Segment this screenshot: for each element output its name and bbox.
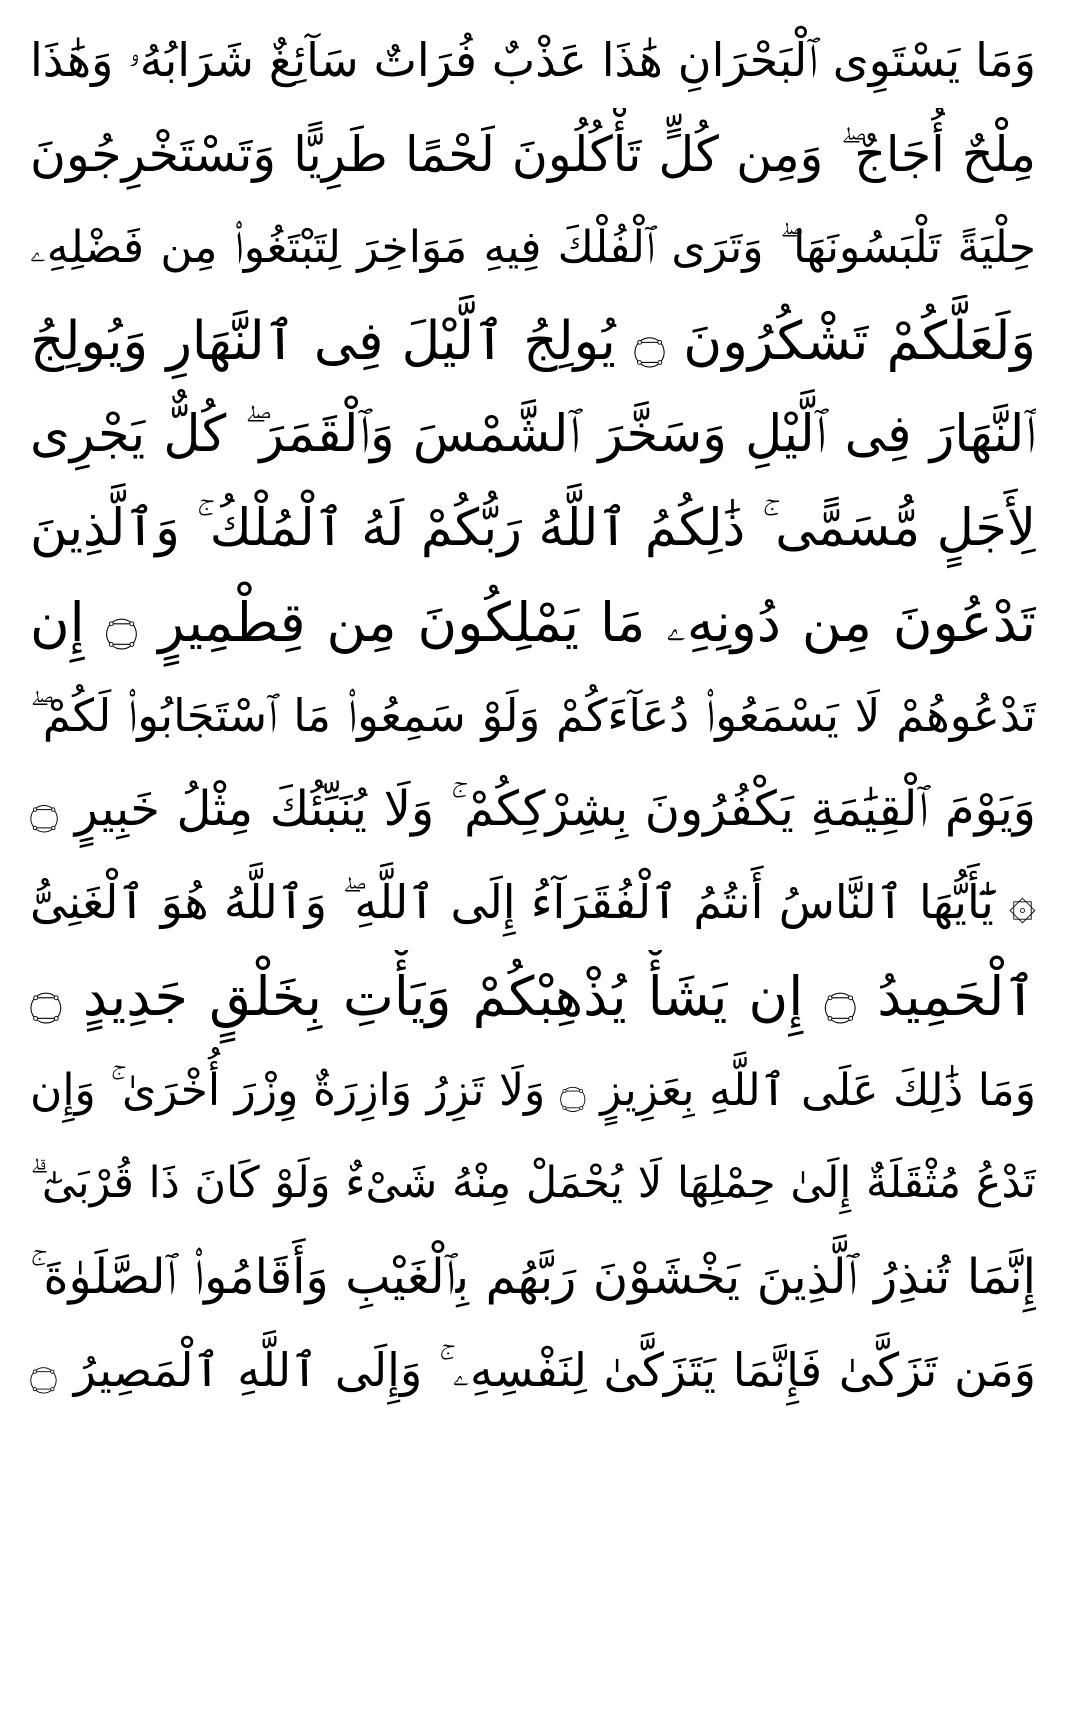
text-line: وَمَا يَسْتَوِى ٱلْبَحْرَانِ هَٰذَا عَذْبٌ فُرَاتٌ سَآئِغٌ شَرَابُهُۥ وَهَٰذَا	[30, 33, 1036, 87]
text-line: مِلْحٌ أُجَاجٌ ۖ وَمِن كُلٍّ تَأْكُلُونَ لَحْمًا طَرِيًّا وَتَسْتَخْرِجُونَ	[30, 125, 1036, 183]
text-line: حِلْيَةً تَلْبَسُونَهَا ۖ وَتَرَى ٱلْفُلْكَ فِيهِ مَوَاخِرَ لِتَبْتَغُوا۟ مِن فَضْلِهِۦ	[30, 222, 1036, 274]
text-line: وَمَن تَزَكَّىٰ فَإِنَّمَا يَتَزَكَّىٰ لِنَفْسِهِۦ ۚ وَإِلَى ٱللَّهِ ٱلْمَصِيرُ ۝	[30, 1343, 1036, 1398]
text-line: وَمَا ذَٰلِكَ عَلَى ٱللَّهِ بِعَزِيزٍ ۝ وَلَا تَزِرُ وَازِرَةٌ وِزْرَ أُخْرَىٰ ۚ وَإِن	[30, 1064, 1036, 1116]
text-line: تَدْعُونَ مِن دُونِهِۦ مَا يَمْلِكُونَ مِن قِطْمِيرٍ ۝ إِن	[30, 590, 1036, 654]
mushaf-page	[30, 14, 1036, 1704]
text-line: لِأَجَلٍ مُّسَمًّى ۚ ذَٰلِكُمُ ٱللَّهُ رَبُّكُمْ لَهُ ٱلْمُلْكُ ۚ وَٱلَّذِينَ	[30, 498, 1036, 558]
text-line: إِنَّمَا تُنذِرُ ٱلَّذِينَ يَخْشَوْنَ رَبَّهُم بِٱلْغَيْبِ وَأَقَامُوا۟ ٱلصَّلَوٰةَ ۚ	[30, 1248, 1036, 1305]
text-line: ۞ يَٰٓأَيُّهَا ٱلنَّاسُ أَنتُمُ ٱلْفُقَرَآءُ إِلَى ٱللَّهِ ۖ وَٱللَّهُ هُوَ ٱلْغَنِىُّ	[30, 875, 1036, 930]
text-line: ٱلْحَمِيدُ ۝ إِن يَشَأْ يُذْهِبْكُمْ وَيَأْتِ بِخَلْقٍ جَدِيدٍ ۝	[30, 964, 1036, 1028]
text-line: تَدْعُ مُثْقَلَةٌ إِلَىٰ حِمْلِهَا لَا يُحْمَلْ مِنْهُ شَىْءٌ وَلَوْ كَانَ ذَا قُرْبَىٰٓ ۗ	[30, 1158, 1036, 1209]
text-line: وَيَوْمَ ٱلْقِيَٰمَةِ يَكْفُرُونَ بِشِرْكِكُمْ ۚ وَلَا يُنَبِّئُكَ مِثْلُ خَبِيرٍ ۝	[30, 780, 1036, 837]
text-line: ٱلنَّهَارَ فِى ٱلَّيْلِ وَسَخَّرَ ٱلشَّمْسَ وَٱلْقَمَرَ ۖ كُلٌّ يَجْرِى	[30, 405, 1036, 465]
text-line: تَدْعُوهُمْ لَا يَسْمَعُوا۟ دُعَآءَكُمْ وَلَوْ سَمِعُوا۟ مَا ٱسْتَجَابُوا۟ لَكُمْ ۖ	[30, 689, 1036, 743]
text-line: وَلَعَلَّكُمْ تَشْكُرُونَ ۝ يُولِجُ ٱلَّيْلَ فِى ٱلنَّهَارِ وَيُولِجُ	[30, 310, 1036, 372]
